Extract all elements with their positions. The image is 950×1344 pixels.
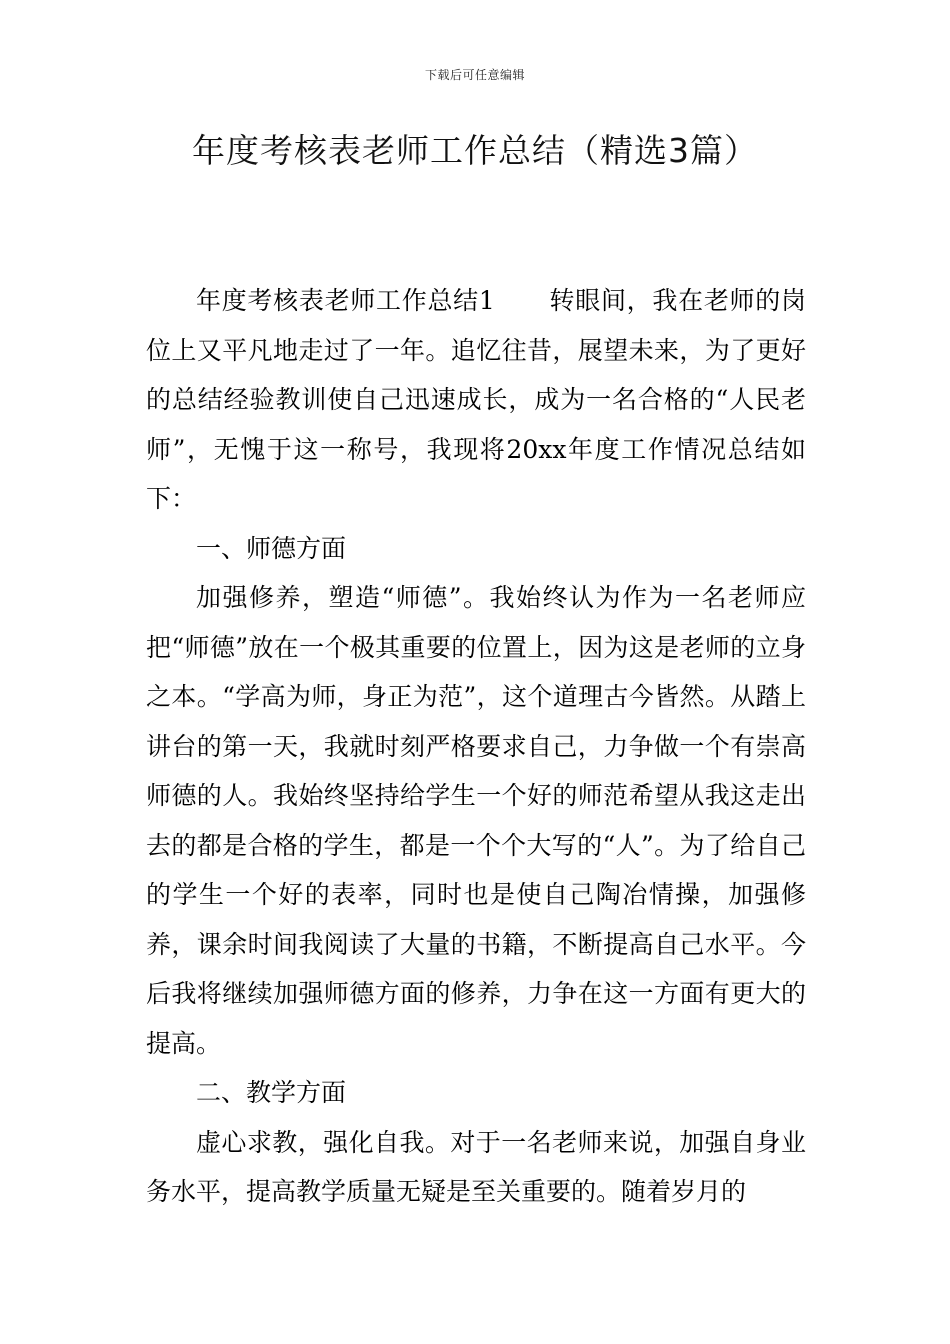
document-body (146, 276, 806, 1217)
intro-lead: 年度考核表老师工作总结1 (196, 286, 495, 315)
section2-paragraph: 虚心求教，强化自我。对于一名老师来说，加强自身业务水平，提高教学质量无疑是至关重要的。随着岁月的 (146, 1127, 806, 1206)
header-note: 下载后可任意编辑 (424, 68, 525, 82)
intro-paragraph (146, 276, 806, 524)
intro-text: 转眼间，我在老师的岗位上又平凡地走过了一年。追忆往昔，展望未来，为了更好的总结经验教训使自己迅速成长，成为一名合格的“人民老师”，无愧于这一称号，我现将20xx年度工作情况总结如下： (146, 286, 806, 513)
document-title: 年度考核表老师工作总结（精选3篇） (192, 131, 758, 170)
section1-heading: 一、师德方面 (196, 533, 347, 563)
section1-paragraph: 加强修养，塑造“师德”。我始终认为作为一名老师应把“师德”放在一个极其重要的位置上，因为这是老师的立身之本。“学高为师，身正为范”，这个道理古今皆然。从踏上讲台的第一天，我就时刻严格要求自己，力争做一个有崇高师德的人。我始终坚持给学生一个好的师范希望从我这走出去的都是合格的学生，都是一个个大写的“人”。为了给自己的学生一个好的表率，同时也是使自己陶冶情操，加强修养，课余时间我阅读了大量的书籍，不断提高自己水平。今后我将继续加强师德方面的修养，力争在这一方面有更大的提高。 (146, 583, 806, 1058)
section2-heading: 二、教学方面 (196, 1078, 347, 1107)
